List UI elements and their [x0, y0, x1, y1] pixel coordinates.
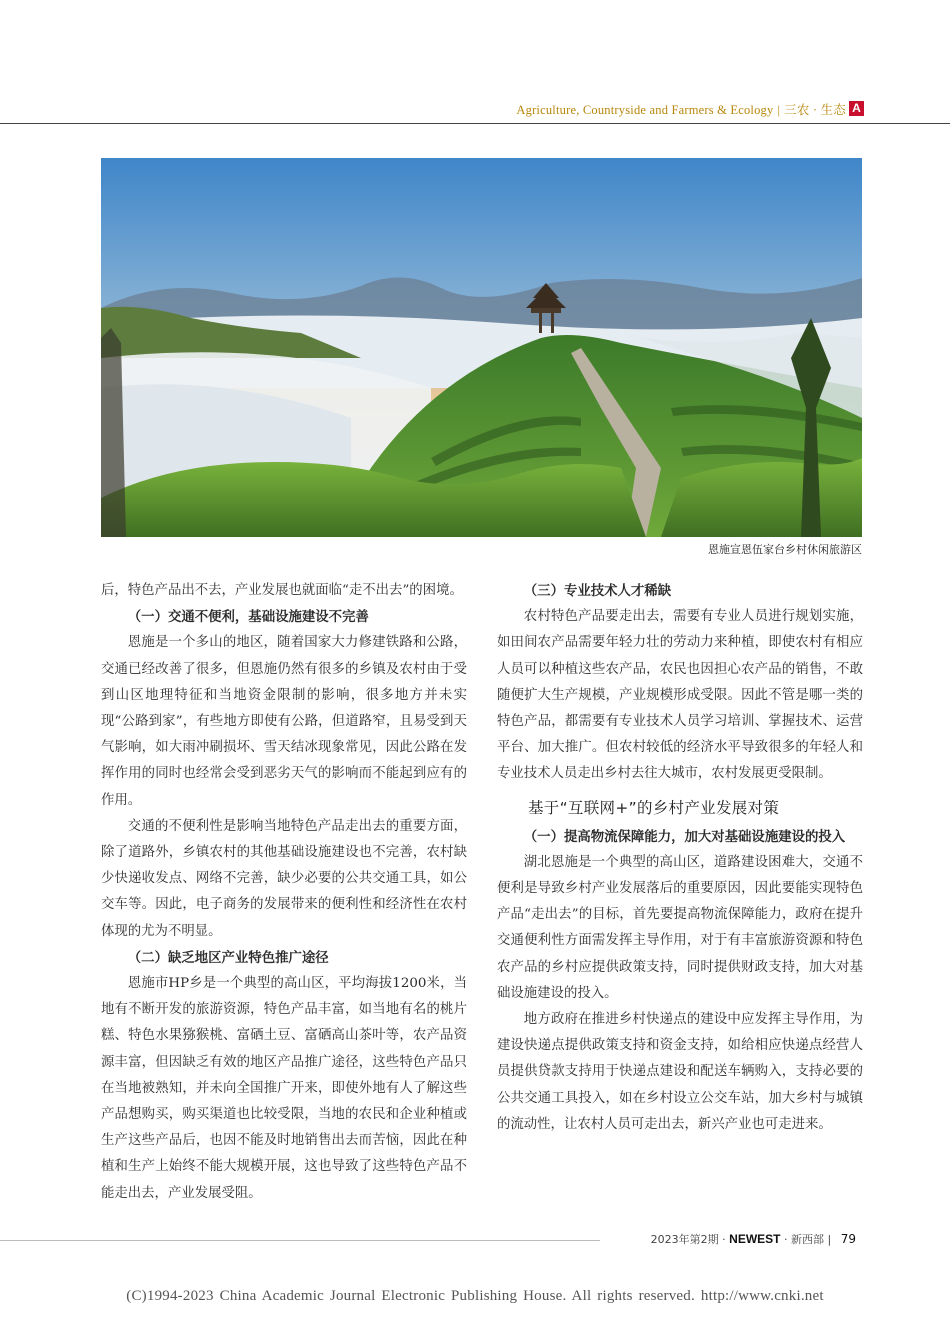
paragraph: 湖北恩施是一个典型的高山区，道路建设困难大，交通不便利是导致乡村产业发展落后的重要原因，因此要能实现特色产品“走出去”的目标，首先要提高物流保障能力，政府在提升交通便利性方面需发挥主导作用，对于有丰富旅游资源和特色农产品的乡村应提供政策支持，同时提供财政支持，加大对基础设施建设的投入。: [497, 854, 863, 1001]
header-divider: [0, 123, 950, 124]
paragraph: 农村特色产品要走出去，需要有专业人员进行规划实施，如田间农产品需要年轻力壮的劳动力来种植，即使农村有相应人员可以种植这些农产品，农民也因担心农产品的销售，不敢随便扩大生产规模，产业规模形成受限。因此不管是哪一类的特色产品，都需要有专业技术人员学习培训、掌握技术、运营平台、加大推广。但农村较低的经济水平导致很多的年轻人和专业技术人员走出乡村去往大城市，农村发展更受限制。: [497, 609, 863, 782]
paragraph: 交通的不便利性是影响当地特色产品走出去的重要方面，除了道路外，乡镇农村的其他基础设施建设也不完善，农村缺少快递收发点、网络不完善，缺少必要的公共交通工具，如公交车等。因此，电子商务的发展带来的便利性和经济性在农村体现的尤为不明显。: [101, 818, 467, 939]
section-badge: A: [849, 101, 864, 116]
subheading: （二）缺乏地区产业特色推广途径: [127, 949, 329, 966]
journal-brand-cn: 新西部: [791, 1233, 825, 1246]
section-heading: 基于“互联网+”的乡村产业发展对策: [528, 798, 780, 817]
header-separator: |: [777, 103, 781, 117]
paragraph: 恩施是一个多山的地区，随着国家大力修建铁路和公路，交通已经改善了很多，但恩施仍然有很多的乡镇及农村由于受到山区地理特征和当地资金限制的影响，很多地方并未实现“公路到家”，有些地方即使有公路，但道路窄，且易受到天气影响，如大雨冲刷损坏、雪天结冰现象常见，因此公路在发挥作用的同时也经常会受到恶劣天气的影响而不能起到应有的作用。: [101, 635, 467, 808]
running-header: [516, 100, 846, 118]
paragraph: 后，特色产品出不去，产业发展也就面临“走不出去”的困境。: [101, 583, 463, 598]
photo-caption: 恩施宣恩伍家台乡村休闲旅游区: [708, 543, 862, 556]
paragraph: 地方政府在推进乡村快递点的建设中应发挥主导作用，为建设快递点提供政策支持和资金支持，如给相应快递点经营人员提供贷款支持用于快递点建设和配送车辆购入，支持必要的公共交通工具投入，如在乡村设立公交车站，加大乡村与城镇的流动性，让农村人员可走出去，新兴产业也可走进来。: [497, 1012, 863, 1132]
subheading: （三）专业技术人才稀缺: [523, 583, 672, 599]
page-footer: [651, 1231, 856, 1247]
section-title-en: Agriculture, Countryside and Farmers & Ecology: [516, 103, 774, 117]
journal-brand: NEWEST: [729, 1232, 781, 1246]
footer-dot: ·: [722, 1233, 730, 1246]
subheading: （一）交通不便利，基础设施建设不完善: [127, 609, 369, 626]
landscape-photo: [101, 158, 862, 537]
paragraph: 恩施市HP乡是一个典型的高山区，平均海拔1200米，当地有不断开发的旅游资源，特色产品丰富，如当地有名的桃片糕、特色水果猕猴桃、富硒土豆、富硒高山茶叶等，农产品资源丰富，但因缺乏有效的地区产品推广途径，这些特色产品只在当地被熟知，并未向全国推广开来，即使外地有人了解这些产品想购买，购买渠道也比较受限，当地的农民和企业种植或生产这些产品后，也因不能及时地销售出去而苦恼，因此在种植和生产上始终不能大规模开展，这也导致了这些特色产品不能走出去，产业发展受阻。: [101, 976, 467, 1201]
subheading: （一）提高物流保障能力，加大对基础设施建设的投入: [523, 828, 846, 845]
footer-separator: |: [827, 1233, 835, 1246]
footer-dot: ·: [784, 1233, 792, 1246]
copyright-notice: (C)1994-2023 China Academic Journal Electronic Publishing House. All rights reserved. http://www.cnki.net: [126, 1288, 824, 1304]
section-title-cn: 三农 · 生态: [784, 103, 846, 117]
page-number: 79: [840, 1232, 856, 1246]
issue-label: 2023年第2期: [650, 1233, 719, 1246]
right-column: [497, 578, 863, 1138]
left-column: [101, 578, 467, 1207]
footer-divider: [0, 1240, 600, 1241]
